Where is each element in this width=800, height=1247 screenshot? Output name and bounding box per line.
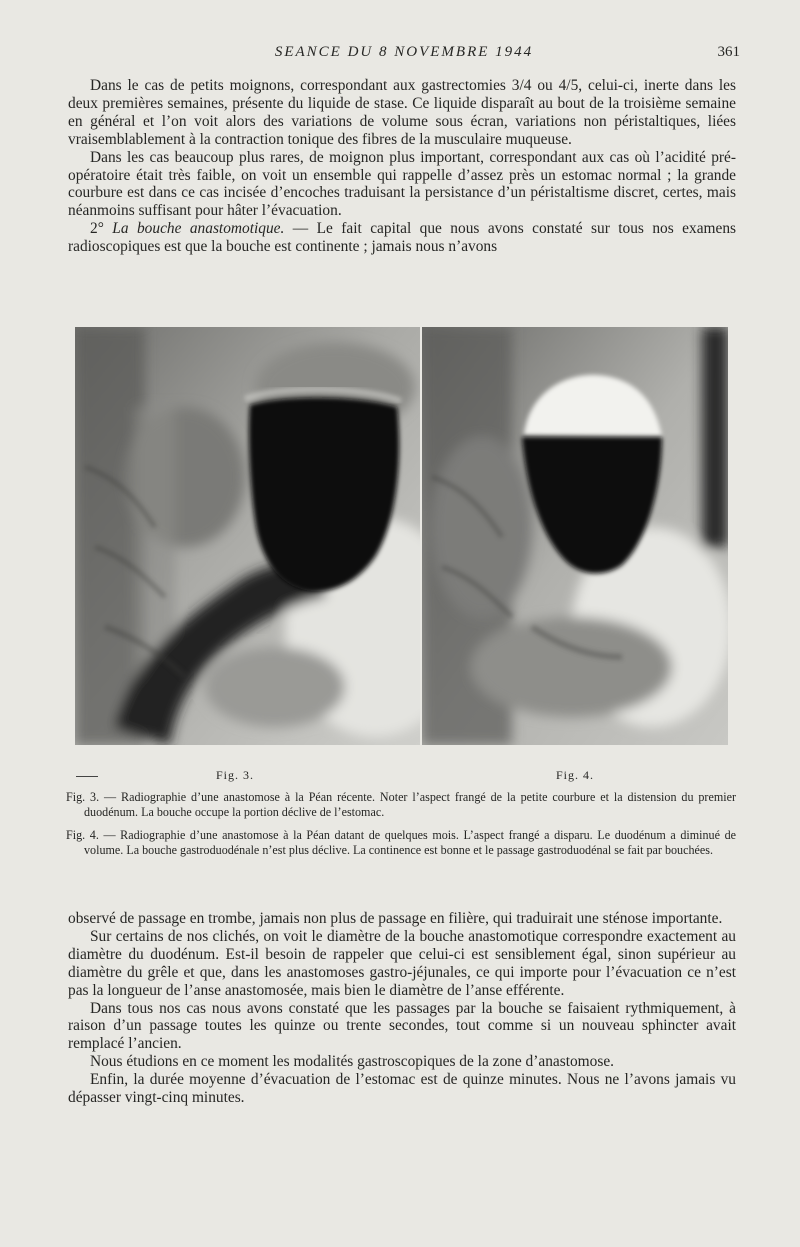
section-number: 2° [90,220,113,238]
figure-rule [76,776,98,777]
fig4-label: Fig. 4. [556,768,595,782]
paragraph: Dans tous nos cas nous avons constaté que les passages par la bouche se faisaient rythmiquement, à raison d’un passage toutes les quinze ou trente secondes, tout comme si un nouveau sphincter avait remplacé l’ancien. [68,999,736,1053]
radiograph-fig4 [422,327,728,745]
paragraph: observé de passage en trombe, jamais non plus de passage en filière, qui traduirait une sténose importante. [68,910,723,927]
body-text-top [68,77,736,256]
paragraph: Dans les cas beaucoup plus rares, de moignon plus important, correspondant aux cas où l’acidité pré-opératoire était très faible, on voit un ensemble qui rappelle d’assez près un estomac normal ; la grande courbure est dans ce cas incisée d’encoches traduisant la persistance d’un péristaltisme discret, certes, mais néanmoins suffisant pour hâter l’évacuation. [68,148,736,220]
paragraph: Sur certains de nos clichés, on voit le diamètre de la bouche anastomotique correspondre exactement au diamètre du duodénum. Est-il besoin de rappeler que celui-ci est sensiblement égal, sinon supérieur au diamètre du grêle et que, dans les anastomoses gastro-jéjunales, ce qui importe pour l’évacuation ce n’est pas la longueur de l’anse anastomosée, mais bien le diamètre de l’anse efférente. [68,927,736,999]
fig4-caption [66,828,736,858]
page-number: 361 [717,44,740,60]
paragraph [68,220,736,256]
caption-text: Fig. 4. — Radiographie d’une anastomose à la Péan datant de quelques mois. L’aspect frangé a disparu. Le duodénum a diminué de volume. La bouche gastroduodénale n’est plus déclive. La continence est bonne et le passage gastroduodénal se fait par bouchées. [66,828,736,857]
running-title: SEANCE DU 8 NOVEMBRE 1944 [274,44,534,60]
section-heading: La bouche anastomotique. [112,220,285,238]
caption-text: Fig. 3. — Radiographie d’une anastomose à la Péan récente. Noter l’aspect frangé de la petite courbure et la distension du premier duodénum. La bouche occupe la portion déclive de l’estomac. [66,790,736,819]
fig3-label: Fig. 3. [216,768,255,782]
running-head [68,44,740,64]
radiograph-fig4-image [422,327,728,745]
paragraph: Enfin, la durée moyenne d’évacuation de l’estomac est de quinze minutes. Nous ne l’avons jamais vu dépasser vingt-cinq minutes. [68,1071,736,1107]
paragraph-text: — Le fait capital que nous avons constaté sur tous nos examens radioscopiques est que la bouche est continente ; jamais nous n’avons [68,220,737,256]
paragraph: Nous étudions en ce moment les modalités gastroscopiques de la zone d’anastomose. [90,1053,615,1071]
radiograph-fig3-image [75,327,420,745]
paragraph: Dans le cas de petits moignons, correspondant aux gastrectomies 3/4 ou 4/5, celui-ci, inerte dans les deux premières semaines, présente du liquide de stase. Ce liquide disparaît au bout de la troisième semaine en général et l’on voit alors des variations de volume sous écran, variations non péristaltiques, liées vraisemblablement à la contraction tonique des fibres de la musculaire muqueuse. [68,77,736,148]
body-text-bottom [68,910,736,1107]
radiograph-fig3 [75,327,420,745]
fig3-caption [66,790,736,820]
